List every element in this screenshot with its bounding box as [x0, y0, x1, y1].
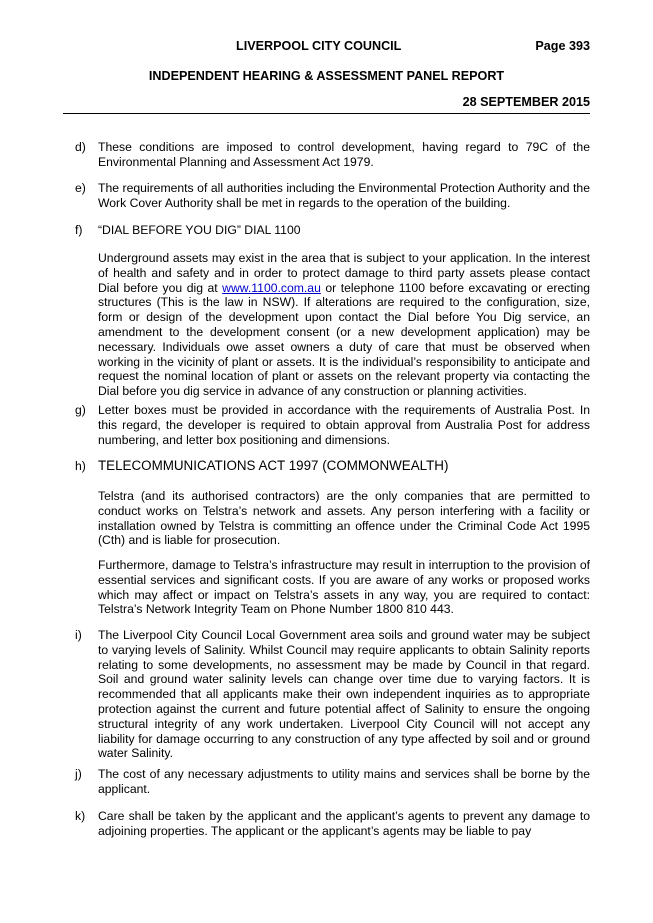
condition-heading: TELECOMMUNICATIONS ACT 1997 (COMMONWEALTH)	[98, 458, 449, 473]
condition-label: d)	[75, 140, 86, 154]
condition-label: e)	[75, 181, 86, 195]
telstra-paragraph: Furthermore, damage to Telstra’s infrastructure may result in interruption to the provision of essential services and significant costs. If you are aware of any works or proposed works which may affect or impact on Telstra’s assets in any way, you are required to contact: Telstra’s Network Integrity Team on Phone Number 1800 810 443.	[98, 558, 590, 617]
dial-before-you-dig-paragraph	[98, 251, 590, 399]
condition-text: The cost of any necessary adjustments to utility mains and services shall be borne by the applicant.	[98, 767, 590, 796]
telstra-paragraph: Telstra (and its authorised contractors) are the only companies that are permitted to conduct works on Telstra’s network and assets. Any person interfering with a facility or installation owned by Telstra is committing an offence under the Criminal Code Act 1995 (Cth) and is liable for prosecution.	[98, 489, 590, 548]
condition-label: k)	[75, 809, 86, 823]
dial-before-you-dig-link[interactable]: www.1100.com.au	[222, 280, 321, 295]
page-number: Page 393	[535, 39, 590, 53]
condition-text: Care shall be taken by the applicant and the applicant’s agents to prevent any damage to adjoining properties. The applicant or the applicant’s agents may be liable to pay	[98, 809, 590, 838]
condition-text: These conditions are imposed to control development, having regard to 79C of the Environmental Planning and Assessment Act 1979.	[98, 140, 590, 169]
paragraph-text: or telephone 1100 before excavating or erecting structures (This is the law in NSW). If alterations are required to the configuration, size, form or design of the development upon contact the Dial before You Dig service, an amendment to the development consent (or a new development application) may be necessary. Individuals owe asset owners a duty of care that must be observed when working in the vicinity of plant or assets. It is the individual’s responsibility to anticipate and request the nominal location of plant or assets on the relevant property via contacting the Dial before you dig service in advance of any construction or planning activities.	[98, 280, 591, 399]
condition-text: Letter boxes must be provided in accordance with the requirements of Australia Post. In this regard, the developer is required to obtain approval from Australia Post for address numbering, and letter box positioning and dimensions.	[98, 403, 590, 447]
condition-label: f)	[75, 223, 83, 237]
condition-heading: “DIAL BEFORE YOU DIG” DIAL 1100	[98, 223, 301, 237]
condition-label: g)	[75, 403, 86, 417]
condition-label: j)	[75, 767, 82, 781]
condition-label: h)	[75, 459, 86, 473]
condition-text: The Liverpool City Council Local Government area soils and ground water may be subject to varying levels of Salinity. Whilst Council may require applicants to obtain Salinity reports relating to some developments, no assessment may be made by Council in that regard. Soil and ground water salinity levels can change over time due to varying factors. It is recommended that all applicants make their own independent inquiries as to appropriate protection against the current and future potential affect of Salinity to ensure the ongoing structural integrity of any work undertaken. Liverpool City Council will not accept any liability for damage occurring to any construction of any type affected by soil and or ground water Salinity.	[98, 628, 590, 761]
report-date: 28 SEPTEMBER 2015	[462, 95, 590, 109]
header-rule	[63, 113, 590, 114]
paragraph-text: Underground assets may exist in the area that is subject to your application. In the interest of health and safety and in order to protect damage to third party assets please contact Dial before you dig at	[98, 251, 590, 295]
report-title: INDEPENDENT HEARING & ASSESSMENT PANEL REPORT	[148, 69, 505, 83]
condition-text: The requirements of all authorities including the Environmental Protection Authority and the Work Cover Authority shall be met in regards to the operation of the building.	[98, 181, 590, 210]
condition-label: i)	[75, 628, 82, 642]
council-name: LIVERPOOL CITY COUNCIL	[236, 39, 402, 53]
